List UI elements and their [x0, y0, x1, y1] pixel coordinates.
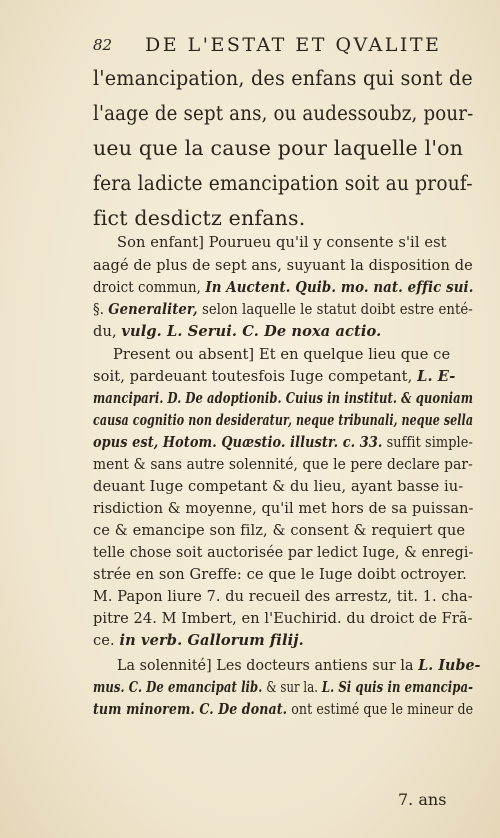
latin-citation: Generaliter, [108, 301, 198, 318]
text-run: fict desdictz enfans. [93, 206, 306, 230]
page-header [93, 34, 473, 62]
text-run: l'emancipation, des enfans qui sont de [93, 66, 473, 90]
latin-citation: mus. C. De emancipat lib. [93, 679, 263, 696]
text-line [93, 279, 473, 296]
latin-citation: opus est, Hotom. Quæstio. illustr. c. 33. [93, 434, 383, 451]
text-line [93, 412, 473, 429]
text-run: strée en son Greffe: ce que le Iuge doibt octroyer. [93, 566, 467, 583]
text-run: selon laquelle le statut doibt estre enté- [197, 301, 473, 318]
text-run: deuant Iuge competant & du lieu, ayant basse iu- [93, 478, 464, 495]
text-line [93, 434, 473, 451]
text-line [93, 206, 305, 230]
text-run: La solennité] Les docteurs antiens sur la [117, 657, 419, 674]
catchword: 7. ans [398, 790, 447, 809]
text-run: ce & emancipe son filz, & consent & requiert que [93, 522, 466, 539]
text-line [93, 323, 381, 340]
text-run: l'aage de sept ans, ou audessoubz, pour- [93, 101, 474, 125]
text-run: aagé de plus de sept ans, suyuant la disposition de [93, 257, 473, 274]
text-line [93, 136, 463, 160]
text-run: §. [93, 301, 109, 318]
text-run: telle chose soit auctorisée par ledict Iuge, & enregi- [93, 544, 474, 561]
text-line [93, 566, 467, 583]
text-line [93, 500, 473, 517]
text-run: ce. [93, 632, 120, 649]
text-run: Son enfant] Pourueu qu'il y consente s'il est [117, 234, 447, 251]
latin-citation: In Auctent. Quib. mo. nat. effic sui. [205, 279, 474, 296]
latin-citation: mancipari. D. De adoptionib. Cuius in institut. & quoniam [93, 390, 474, 407]
page-number: 82 [93, 36, 113, 54]
text-line [93, 66, 473, 90]
running-title: DE L'ESTAT ET QVALITE [145, 34, 442, 56]
text-line [93, 101, 473, 125]
text-run: fera ladicte emancipation soit au prouf- [93, 171, 473, 195]
text-line [93, 522, 465, 539]
text-line [117, 234, 447, 251]
text-run: & sur la. [262, 679, 322, 696]
latin-citation: vulg. L. Serui. C. De noxa actio. [121, 323, 382, 340]
text-run: ont estimé que le mineur de [287, 701, 474, 718]
text-run: pitre 24. M Imbert, en l'Euchirid. du droict de Frã- [93, 610, 473, 627]
text-line [93, 588, 473, 605]
text-line [93, 544, 473, 561]
text-line [93, 390, 473, 407]
text-line [117, 657, 481, 674]
text-line [93, 478, 463, 495]
text-run: droict commun, [93, 279, 206, 296]
latin-citation: tum minorem. C. De donat. [93, 701, 288, 718]
text-line [93, 701, 473, 718]
text-line [93, 679, 473, 696]
text-line [93, 456, 473, 473]
text-line [93, 368, 455, 385]
text-run: risdiction & moyenne, qu'il met hors de sa puissan- [93, 500, 474, 517]
latin-citation: causa cognitio non desideratur, neque tribunali, neque sella [93, 412, 474, 429]
latin-citation: L. Iube- [418, 657, 481, 674]
text-line [93, 257, 473, 274]
latin-citation: L. E- [417, 368, 456, 385]
text-run: M. Papon liure 7. du recueil des arrestz, tit. 1. cha- [93, 588, 473, 605]
text-line [93, 632, 304, 649]
text-run: du, [93, 323, 122, 340]
text-line [93, 301, 473, 318]
text-line [93, 171, 473, 195]
text-run: soit, pardeuant toutesfois Iuge competant, [93, 368, 418, 385]
text-line [93, 610, 473, 627]
text-run: Present ou absent] Et en quelque lieu que ce [113, 346, 451, 363]
text-run: ment & sans autre solennité, que le pere declare par- [93, 456, 473, 473]
text-line [113, 346, 450, 363]
text-run: suffit simple- [382, 434, 473, 451]
latin-citation: L. Si quis in emancipa- [321, 679, 474, 696]
text-run: ueu que la cause pour laquelle l'on [93, 136, 464, 160]
latin-citation: in verb. Gallorum filij. [119, 632, 304, 649]
